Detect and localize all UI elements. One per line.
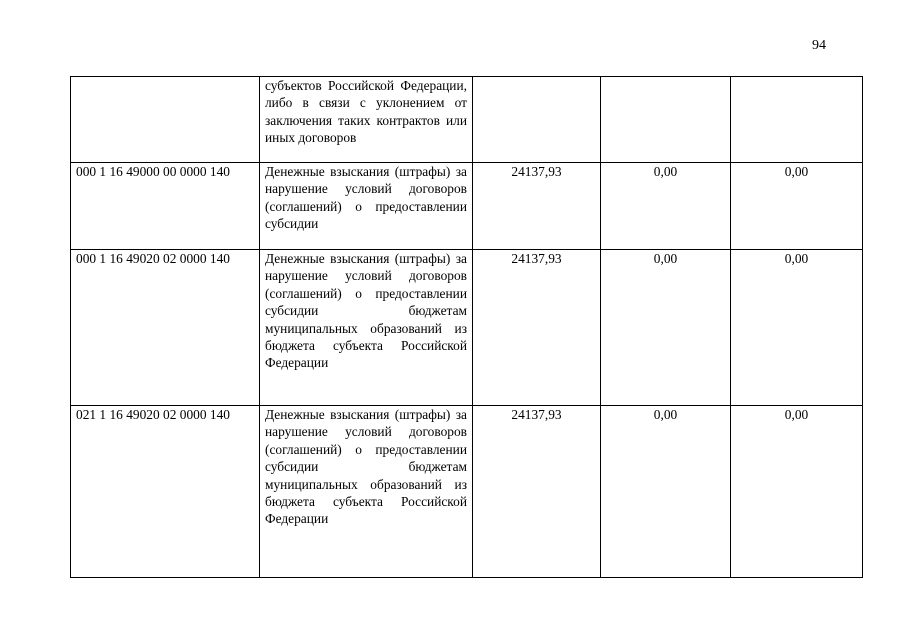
- amount-cell-2: 0,00: [601, 406, 731, 578]
- revenue-name-cell: Денежные взыскания (штрафы) за нарушение условий договоров (соглашений) о предоставлении субсидии бюджетам муниципальных образований из бюджета субъекта Российской Федерации: [260, 406, 473, 578]
- table-row: [71, 163, 863, 250]
- amount-cell-1: [473, 77, 601, 163]
- budget-revenue-table: [70, 76, 863, 578]
- revenue-code-cell: 000 1 16 49000 00 0000 140: [71, 163, 260, 250]
- amount-cell-3: 0,00: [731, 163, 863, 250]
- amount-cell-2: 0,00: [601, 163, 731, 250]
- revenue-code-cell: [71, 77, 260, 163]
- revenue-name-cell: Денежные взыскания (штрафы) за нарушение условий договоров (соглашений) о предоставлении субсидии бюджетам муниципальных образований из бюджета субъекта Российской Федерации: [260, 250, 473, 406]
- amount-cell-1: 24137,93: [473, 163, 601, 250]
- table-row: [71, 250, 863, 406]
- amount-cell-2: [601, 77, 731, 163]
- amount-cell-1: 24137,93: [473, 406, 601, 578]
- amount-cell-3: 0,00: [731, 406, 863, 578]
- revenue-code-cell: 000 1 16 49020 02 0000 140: [71, 250, 260, 406]
- amount-cell-3: 0,00: [731, 250, 863, 406]
- amount-cell-2: 0,00: [601, 250, 731, 406]
- revenue-name-cell: субъектов Российской Федерации, либо в связи с уклонением от заключения таких контрактов или иных договоров: [260, 77, 473, 163]
- amount-cell-1: 24137,93: [473, 250, 601, 406]
- table-row: [71, 406, 863, 578]
- revenue-code-cell: 021 1 16 49020 02 0000 140: [71, 406, 260, 578]
- amount-cell-3: [731, 77, 863, 163]
- table-row: [71, 77, 863, 163]
- revenue-name-cell: Денежные взыскания (штрафы) за нарушение условий договоров (соглашений) о предоставлении субсидии: [260, 163, 473, 250]
- page-number: 94: [812, 38, 826, 53]
